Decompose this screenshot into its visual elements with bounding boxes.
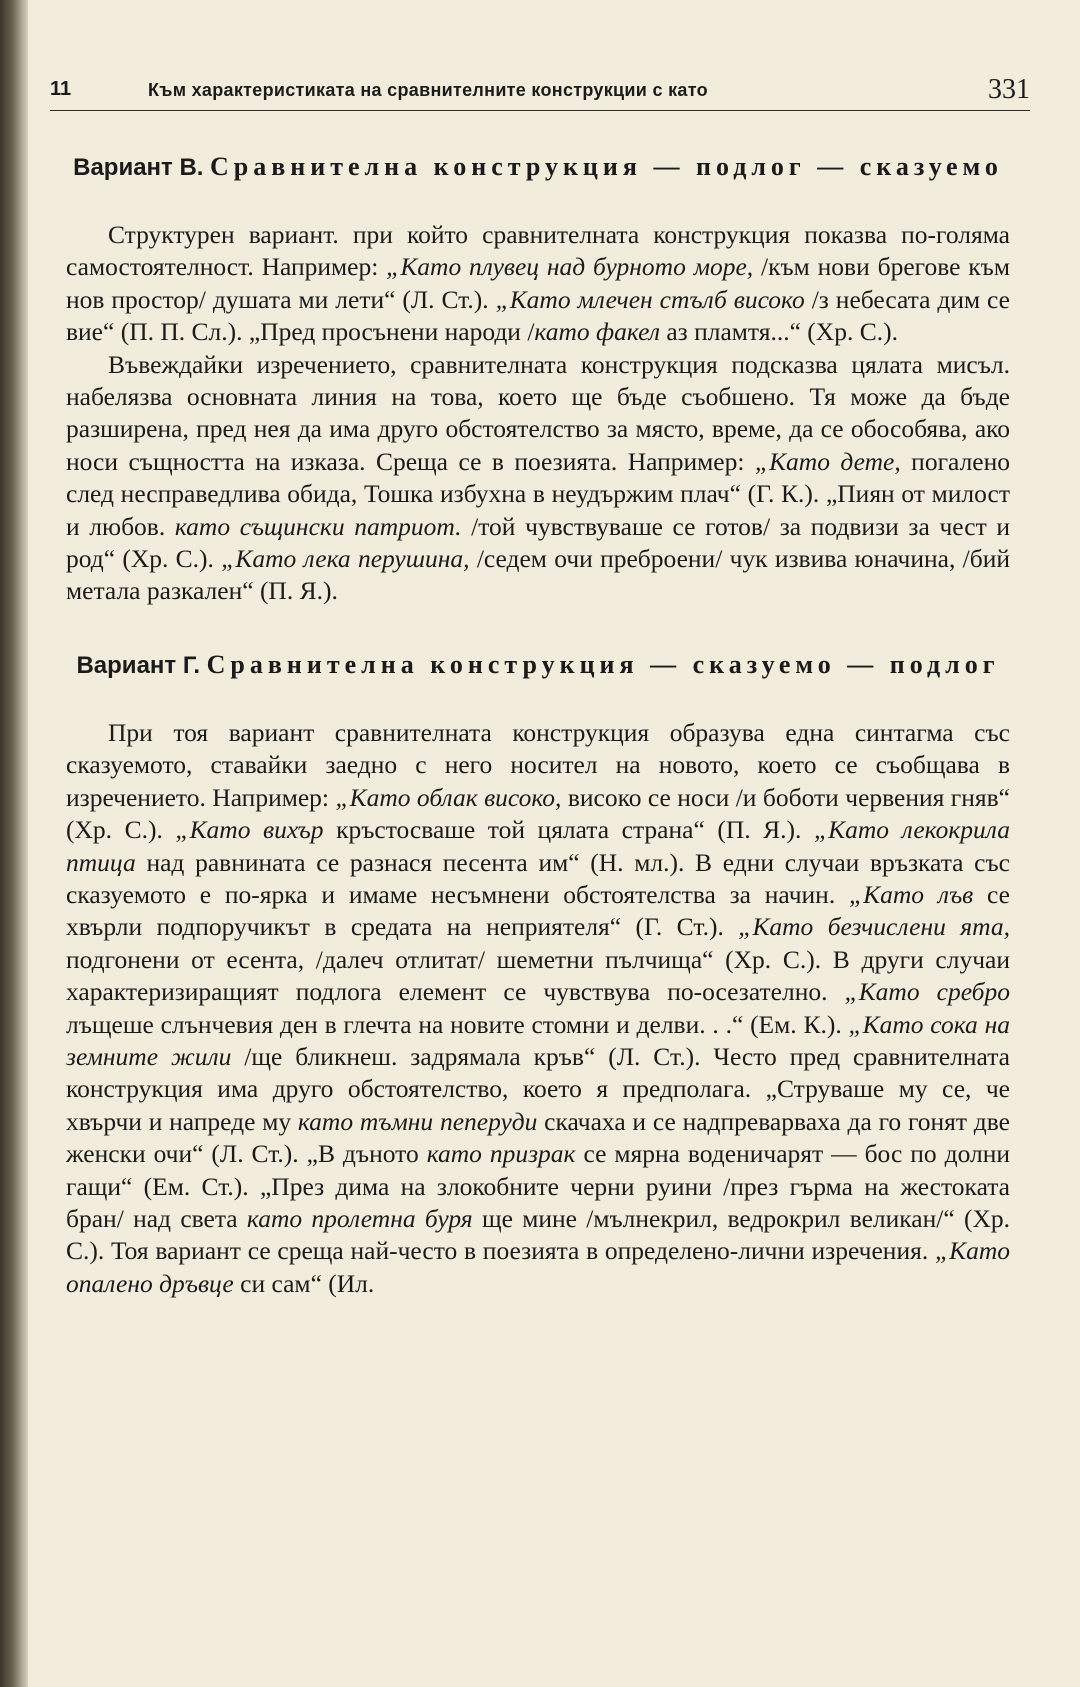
section-g-body (66, 717, 1010, 1300)
body-text: /ще бликнеш. задрямала кръв“ (Л. Ст.). Често пред сравнителната конструкция има друго обстоятелство, което я предполага. „Струваше му се, че хвърчи и напреде му (66, 1041, 1010, 1136)
running-title (148, 80, 708, 101)
quoted-example: като същински патриот. (174, 511, 462, 541)
quoted-example: като призрак (426, 1139, 576, 1169)
page-number: 331 (988, 74, 1030, 105)
body-text: високо се носи /и боботи червения гняв“ (Хр. С.). (66, 782, 1010, 845)
quoted-example: „Като дете, (754, 446, 901, 476)
section-v-paragraph-1 (66, 219, 1010, 349)
body-text: ще мине /мълнекрил, ведрокрил великан/“ (Хр. С.). Тоя вариант се среща най-често в поезията в определено-лични изречения. (66, 1203, 1010, 1266)
body-text: При тоя вариант сравнителната конструкция образува една синтагма със сказуемото, ставайки заедно с него носител на новото, което се съобщава в изречението. Например: (66, 717, 1010, 812)
body-text: си сам“ (Ил. (233, 1268, 375, 1298)
quoted-example: „Като вихър (175, 815, 324, 845)
quoted-example: „Като опалено дръвце (66, 1236, 1010, 1298)
body-text: Въвеждайки изречението, сравнителната конструкция подсказва цялата мисъл. набелязва основната линия на това, което ще бъде съобшено. Тя може да бъде разширена, пред нея да има друго обстоятелство за място, време, да се обособява, ако носи същността на изказа. Среща се в поезията. Например: (66, 349, 1010, 476)
body-text: Структурен вариант. при който сравнителната конструкция показва по-голяма самостоятелност. Например: (66, 220, 1010, 282)
body-text: погалено след несправедлива обида, Тошка избухна в неудържим плач“ (Г. К.). „Пиян от милост и любов. (66, 446, 1011, 541)
section-v-body (66, 219, 1010, 608)
quoted-example: „Като облак високо, (335, 782, 562, 812)
body-text: кръстосваше той цялата страна“ (П. Я.). (323, 815, 814, 845)
quoted-example: „Като плувец над бурното море, (386, 252, 754, 282)
quoted-example: като факел (534, 317, 660, 347)
page-content (66, 150, 1010, 1300)
running-title-keyword: като (668, 80, 708, 100)
section-v-paragraph-2 (66, 349, 1010, 608)
body-text: подгонени от есента, /далеч отлитат/ шеметни пълчища“ (Хр. С.). В други случаи характеризиращият подлога елемент се чувствува по-осезателно. (66, 944, 1010, 1007)
section-g-title: Сравнителна конструкция — сказуемо — подлог (206, 649, 1000, 679)
body-text: аз пламтя...“ (Хр. С.). (659, 317, 898, 347)
body-text: /седем очи преброени/ чук извива юначина, /бий метала разкален“ (П. Я.). (66, 544, 1010, 606)
left-page-marker: 11 (50, 78, 72, 100)
page-binding-edge (0, 0, 28, 1687)
body-text: /з небесата дим се вие“ (П. П. Сл.). „Пред просънени народи / (66, 284, 1010, 347)
quoted-example: „Като лекокрила птица (66, 815, 1010, 877)
body-text: /той чувствуваше се готов/ за подвизи за чест и род“ (Хр. С.). (66, 511, 1010, 574)
body-text: над равнината се разнася песента им“ (Н. мл.). В едни случаи връзката със сказуемото е по-ярка и имаме несъмнени обстоятелства за начин. (66, 847, 1010, 909)
quoted-example: „Като безчислени ята, (738, 912, 1010, 942)
body-text: се мярна воденичарят — бос по долни гащи“ (Ем. Ст.). „През дима на злокобните черни руини /през гърма на жестоката бран/ над света (66, 1139, 1010, 1233)
quoted-example: „Като лъв (849, 879, 974, 909)
section-g-label: Вариант Г. (76, 651, 201, 679)
section-v-label: Вариант В. (73, 154, 204, 181)
quoted-example: като пролетна буря (246, 1203, 473, 1233)
running-header (50, 72, 1030, 111)
section-g-heading (66, 648, 1010, 683)
section-g-paragraph-1 (66, 717, 1010, 1300)
section-v-title: Сравнителна конструкция — подлог — сказуемо (209, 152, 1003, 181)
body-text: лъщеше слънчевия ден в глечта на новите стомни и делви. . .“ (Ем. К.). (66, 1009, 849, 1039)
running-title-text: Към характеристиката на сравнителните конструкции с (148, 80, 663, 100)
quoted-example: като тъмни пеперуди (297, 1106, 538, 1136)
body-text: се хвърли подпоручикът в средата на неприятеля“ (Г. Ст.). (66, 879, 1010, 942)
quoted-example: „Като сока на земните жили (66, 1009, 1010, 1071)
section-v-heading (66, 150, 1010, 185)
quoted-example: „Като сребро (844, 977, 1011, 1007)
quoted-example: „Като лека перушина, (221, 544, 470, 574)
body-text: скачаха и се надпреварваха да го гонят две женски очи“ (Л. Ст.). „В дъното (66, 1106, 1010, 1169)
body-text: /към нови брегове към нов простор/ душата ми лети“ (Л. Ст.). (66, 252, 1010, 314)
quoted-example: „Като млечен стълб високо (495, 284, 805, 314)
